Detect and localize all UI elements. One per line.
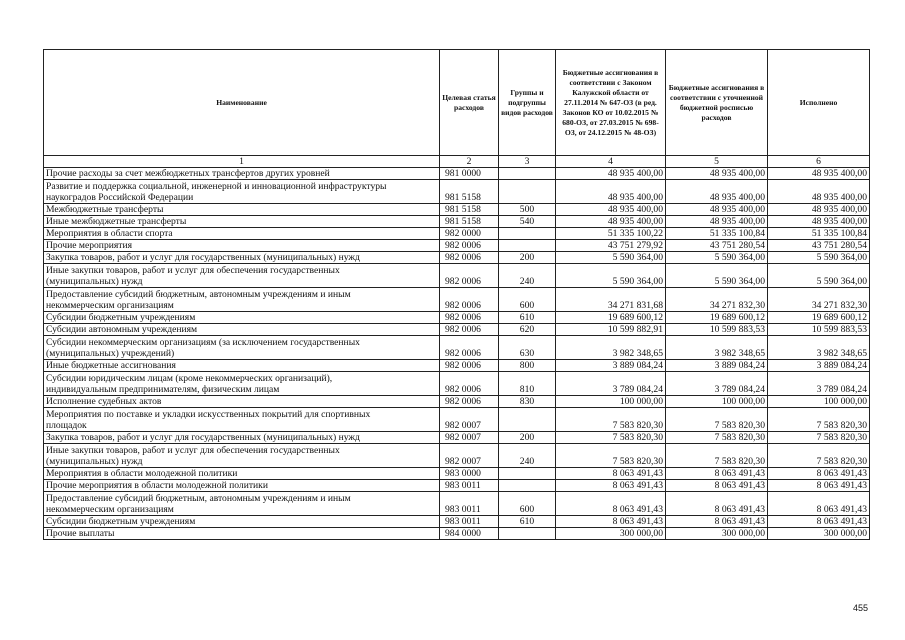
row-name: Субсидии бюджетным учреждениям [44,516,440,528]
column-number: 2 [440,156,499,168]
row-target-code: 982 0006 [440,372,499,396]
row-target-code: 983 0011 [440,516,499,528]
row-name: Предоставление субсидий бюджетным, автономным учреждениям и иным некоммерческим организациям [44,492,440,516]
row-law-amount: 19 689 600,12 [556,312,666,324]
row-name: Субсидии бюджетным учреждениям [44,312,440,324]
column-number-row [44,156,870,168]
row-target-code: 982 0007 [440,408,499,432]
column-number: 5 [666,156,768,168]
row-target-code: 984 0000 [440,528,499,540]
table-row [44,288,870,312]
budget-execution-table [43,49,870,540]
row-name: Субсидии автономным учреждениям [44,324,440,336]
row-law-amount: 7 583 820,30 [556,408,666,432]
row-refined-amount: 10 599 883,53 [666,324,768,336]
row-refined-amount: 300 000,00 [666,528,768,540]
row-target-code: 983 0011 [440,492,499,516]
row-target-code: 982 0006 [440,396,499,408]
row-law-amount: 48 935 400,00 [556,204,666,216]
row-refined-amount: 48 935 400,00 [666,216,768,228]
row-law-amount: 48 935 400,00 [556,216,666,228]
row-name: Предоставление субсидий бюджетным, автономным учреждениям и иным некоммерческим организациям [44,288,440,312]
row-name: Развитие и поддержка социальной, инженерной и инновационной инфраструктуры наукоградов Российской Федерации [44,180,440,204]
row-expense-group [499,168,556,180]
row-expense-group: 540 [499,216,556,228]
row-executed-amount: 48 935 400,00 [768,216,870,228]
table-row [44,432,870,444]
row-expense-group [499,528,556,540]
row-refined-amount: 19 689 600,12 [666,312,768,324]
row-executed-amount: 7 583 820,30 [768,432,870,444]
row-refined-amount: 3 982 348,65 [666,336,768,360]
row-executed-amount: 48 935 400,00 [768,204,870,216]
row-expense-group [499,468,556,480]
row-refined-amount: 34 271 832,30 [666,288,768,312]
row-law-amount: 7 583 820,30 [556,432,666,444]
row-executed-amount: 51 335 100,84 [768,228,870,240]
row-expense-group: 240 [499,444,556,468]
row-expense-group [499,180,556,204]
row-expense-group: 600 [499,288,556,312]
row-executed-amount: 8 063 491,43 [768,492,870,516]
row-name: Закупка товаров, работ и услуг для государственных (муниципальных) нужд [44,252,440,264]
row-target-code: 982 0006 [440,240,499,252]
row-expense-group: 500 [499,204,556,216]
row-name: Прочие выплаты [44,528,440,540]
row-target-code: 981 0000 [440,168,499,180]
page-number: 455 [853,603,869,613]
row-executed-amount: 43 751 280,54 [768,240,870,252]
row-expense-group [499,480,556,492]
row-law-amount: 51 335 100,22 [556,228,666,240]
row-executed-amount: 7 583 820,30 [768,408,870,432]
row-refined-amount: 48 935 400,00 [666,204,768,216]
row-name: Прочие мероприятия [44,240,440,252]
row-target-code: 981 5158 [440,180,499,204]
row-name: Мероприятия в области молодежной политики [44,468,440,480]
row-target-code: 982 0006 [440,252,499,264]
row-executed-amount: 3 889 084,24 [768,360,870,372]
table-row [44,312,870,324]
row-executed-amount: 5 590 364,00 [768,252,870,264]
row-target-code: 981 5158 [440,204,499,216]
column-number: 3 [499,156,556,168]
row-executed-amount: 100 000,00 [768,396,870,408]
row-refined-amount: 100 000,00 [666,396,768,408]
row-expense-group: 800 [499,360,556,372]
row-refined-amount: 5 590 364,00 [666,252,768,264]
row-executed-amount: 48 935 400,00 [768,168,870,180]
row-refined-amount: 8 063 491,43 [666,492,768,516]
table-row [44,228,870,240]
row-law-amount: 5 590 364,00 [556,252,666,264]
header-name: Наименование [44,50,440,156]
row-executed-amount: 8 063 491,43 [768,516,870,528]
row-target-code: 982 0006 [440,288,499,312]
row-executed-amount: 300 000,00 [768,528,870,540]
row-expense-group: 810 [499,372,556,396]
row-refined-amount: 7 583 820,30 [666,432,768,444]
row-executed-amount: 3 789 084,24 [768,372,870,396]
row-refined-amount: 7 583 820,30 [666,408,768,432]
row-target-code: 982 0007 [440,444,499,468]
row-law-amount: 3 789 084,24 [556,372,666,396]
row-refined-amount: 5 590 364,00 [666,264,768,288]
row-target-code: 982 0006 [440,312,499,324]
row-expense-group: 630 [499,336,556,360]
row-refined-amount: 3 889 084,24 [666,360,768,372]
header-law-allocations: Бюджетные ассигнования в соответствии с Законом Калужской области от 27.11.2014 № 647-ОЗ (в ред. Законов КО от 10.02.2015 № 680-ОЗ, от 27.03.2015 № 698-ОЗ, от 24.12.2015 № 48-ОЗ) [556,50,666,156]
row-name: Иные бюджетные ассигнования [44,360,440,372]
row-name: Мероприятия по поставке и укладки искусственных покрытий для спортивных площадок [44,408,440,432]
row-refined-amount: 8 063 491,43 [666,468,768,480]
row-law-amount: 48 935 400,00 [556,180,666,204]
row-law-amount: 8 063 491,43 [556,480,666,492]
header-target-article: Целевая статья расходов [440,50,499,156]
row-expense-group [499,228,556,240]
row-executed-amount: 5 590 364,00 [768,264,870,288]
row-name: Межбюджетные трансферты [44,204,440,216]
row-name: Иные закупки товаров, работ и услуг для обеспечения государственных (муниципальных) нужд [44,264,440,288]
row-law-amount: 3 982 348,65 [556,336,666,360]
row-law-amount: 10 599 882,91 [556,324,666,336]
row-refined-amount: 43 751 280,54 [666,240,768,252]
table-row [44,492,870,516]
row-refined-amount: 7 583 820,30 [666,444,768,468]
row-target-code: 982 0006 [440,264,499,288]
table-row [44,396,870,408]
row-target-code: 983 0011 [440,480,499,492]
row-name: Иные закупки товаров, работ и услуг для обеспечения государственных (муниципальных) нужд [44,444,440,468]
row-expense-group: 610 [499,516,556,528]
row-executed-amount: 8 063 491,43 [768,468,870,480]
table-row [44,264,870,288]
table-row [44,372,870,396]
row-expense-group: 240 [499,264,556,288]
row-name: Субсидии юридическим лицам (кроме некоммерческих организаций), индивидуальным предпринимателям, физическим лицам [44,372,440,396]
row-expense-group [499,408,556,432]
row-name: Мероприятия в области спорта [44,228,440,240]
row-law-amount: 100 000,00 [556,396,666,408]
row-refined-amount: 48 935 400,00 [666,180,768,204]
table-row [44,480,870,492]
row-executed-amount: 8 063 491,43 [768,480,870,492]
column-number: 4 [556,156,666,168]
column-number: 1 [44,156,440,168]
table-row [44,528,870,540]
row-expense-group: 620 [499,324,556,336]
row-law-amount: 7 583 820,30 [556,444,666,468]
row-name: Закупка товаров, работ и услуг для государственных (муниципальных) нужд [44,432,440,444]
row-refined-amount: 3 789 084,24 [666,372,768,396]
row-expense-group [499,240,556,252]
table-row [44,204,870,216]
row-executed-amount: 3 982 348,65 [768,336,870,360]
table-row [44,336,870,360]
table-row [44,408,870,432]
row-name: Иные межбюджетные трансферты [44,216,440,228]
table-row [44,252,870,264]
table-row [44,324,870,336]
row-executed-amount: 48 935 400,00 [768,180,870,204]
header-row [44,50,870,156]
row-law-amount: 8 063 491,43 [556,468,666,480]
row-target-code: 982 0007 [440,432,499,444]
row-law-amount: 8 063 491,43 [556,492,666,516]
header-executed: Исполнено [768,50,870,156]
table-row [44,216,870,228]
row-law-amount: 8 063 491,43 [556,516,666,528]
table-row [44,180,870,204]
column-number: 6 [768,156,870,168]
row-law-amount: 48 935 400,00 [556,168,666,180]
table-row [44,516,870,528]
table-row [44,240,870,252]
row-target-code: 982 0006 [440,336,499,360]
row-name: Прочие мероприятия в области молодежной политики [44,480,440,492]
row-name: Исполнение судебных актов [44,396,440,408]
row-expense-group: 830 [499,396,556,408]
row-law-amount: 43 751 279,92 [556,240,666,252]
table-row [44,444,870,468]
row-refined-amount: 8 063 491,43 [666,516,768,528]
row-executed-amount: 7 583 820,30 [768,444,870,468]
row-executed-amount: 34 271 832,30 [768,288,870,312]
row-law-amount: 3 889 084,24 [556,360,666,372]
row-law-amount: 5 590 364,00 [556,264,666,288]
row-expense-group: 200 [499,432,556,444]
header-expense-groups: Группы и подгруппы видов расходов [499,50,556,156]
row-name: Прочие расходы за счет межбюджетных трансфертов других уровней [44,168,440,180]
row-target-code: 982 0000 [440,228,499,240]
row-law-amount: 300 000,00 [556,528,666,540]
header-refined-allocations: Бюджетные ассигнования в соответствии с уточненной бюджетной росписью расходов [666,50,768,156]
row-target-code: 981 5158 [440,216,499,228]
row-expense-group: 200 [499,252,556,264]
row-refined-amount: 48 935 400,00 [666,168,768,180]
row-target-code: 983 0000 [440,468,499,480]
row-target-code: 982 0006 [440,324,499,336]
row-executed-amount: 10 599 883,53 [768,324,870,336]
table-row [44,360,870,372]
row-refined-amount: 8 063 491,43 [666,480,768,492]
table-row [44,168,870,180]
row-executed-amount: 19 689 600,12 [768,312,870,324]
table-row [44,468,870,480]
row-name: Субсидии некоммерческим организациям (за исключением государственных (муниципальных) учреждений) [44,336,440,360]
row-expense-group: 600 [499,492,556,516]
row-target-code: 982 0006 [440,360,499,372]
row-expense-group: 610 [499,312,556,324]
row-law-amount: 34 271 831,68 [556,288,666,312]
row-refined-amount: 51 335 100,84 [666,228,768,240]
